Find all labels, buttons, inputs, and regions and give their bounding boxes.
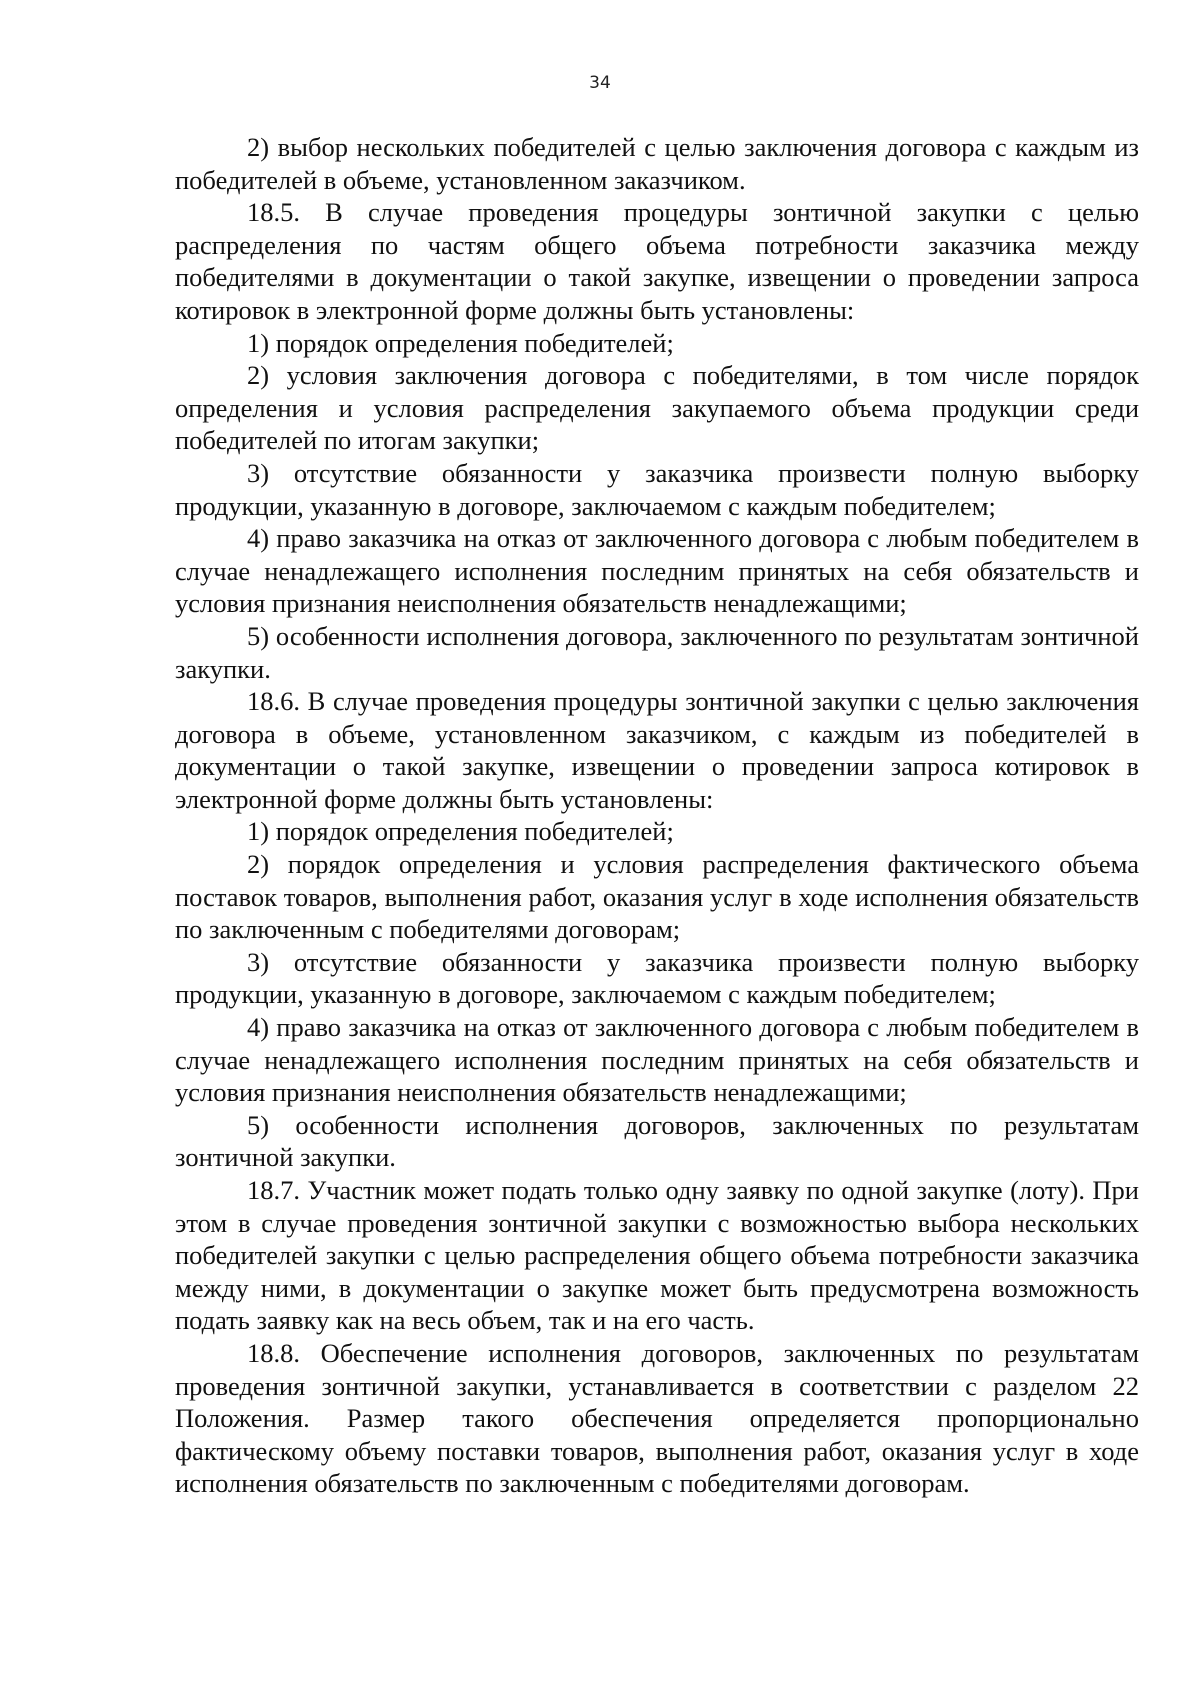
document-body bbox=[175, 131, 1139, 1500]
paragraph-18-5-item-4: 4) право заказчика на отказ от заключенного договора с любым победителем в случае ненадлежащего исполнения последним принятых на себя обязательств и условия признания неисполнения обязательств ненадлежащими; bbox=[175, 523, 1139, 619]
paragraph-18-7: 18.7. Участник может подать только одну заявку по одной закупке (лоту). При этом в случае проведения зонтичной закупки с возможностью выбора нескольких победителей закупки с целью распределения общего объема потребности заказчика между ними, в документации о закупке может быть предусмотрена возможность подать заявку как на весь объем, так и на его часть. bbox=[175, 1175, 1139, 1336]
paragraph-18-6-item-1: 1) порядок определения победителей; bbox=[247, 816, 674, 847]
paragraph-18-5-item-2: 2) условия заключения договора с победителями, в том числе порядок определения и условия распределения закупаемого объема продукции среди победителей по итогам закупки; bbox=[175, 360, 1139, 456]
paragraph-18-6-item-5: 5) особенности исполнения договоров, заключенных по результатам зонтичной закупки. bbox=[175, 1109, 1139, 1173]
paragraph-18-5-item-3: 3) отсутствие обязанности у заказчика произвести полную выборку продукции, указанную в договоре, заключаемом с каждым победителем; bbox=[175, 457, 1139, 521]
paragraph-18-6-item-2: 2) порядок определения и условия распределения фактического объема поставок товаров, выполнения работ, оказания услуг в ходе исполнения обязательств по заключенным с победителями договорам; bbox=[175, 849, 1139, 945]
paragraph-18-6: 18.6. В случае проведения процедуры зонтичной закупки с целью заключения договора в объеме, установленном заказчиком, с каждым из победителей в документации о такой закупке, извещении о проведении запроса котировок в электронной форме должны быть установлены: bbox=[175, 686, 1139, 814]
paragraph-18-6-item-3: 3) отсутствие обязанности у заказчика произвести полную выборку продукции, указанную в договоре, заключаемом с каждым победителем; bbox=[175, 946, 1139, 1010]
paragraph-18-5-item-1: 1) порядок определения победителей; bbox=[247, 327, 674, 358]
paragraph-18-6-item-4: 4) право заказчика на отказ от заключенного договора с любым победителем в случае ненадлежащего исполнения последним принятых на себя обязательств и условия признания неисполнения обязательств ненадлежащими; bbox=[175, 1012, 1139, 1108]
page-number: 34 bbox=[589, 73, 611, 93]
paragraph-item-2-multiple-winners: 2) выбор нескольких победителей с целью заключения договора с каждым из победителей в объеме, установленном заказчиком. bbox=[175, 132, 1139, 195]
paragraph-18-5-item-5: 5) особенности исполнения договора, заключенного по результатам зонтичной закупки. bbox=[175, 620, 1139, 684]
paragraph-18-8: 18.8. Обеспечение исполнения договоров, заключенных по результатам проведения зонтичной закупки, устанавливается в соответствии с разделом 22 Положения. Размер такого обеспечения определяется пропорционально фактическому объему поставки товаров, выполнения работ, оказания услуг в ходе исполнения обязательств по заключенным с победителями договорам. bbox=[175, 1337, 1139, 1499]
paragraph-18-5: 18.5. В случае проведения процедуры зонтичной закупки с целью распределения по частям общего объема потребности заказчика между победителями в документации о такой закупке, извещении о проведении запроса котировок в электронной форме должны быть установлены: bbox=[175, 197, 1139, 325]
